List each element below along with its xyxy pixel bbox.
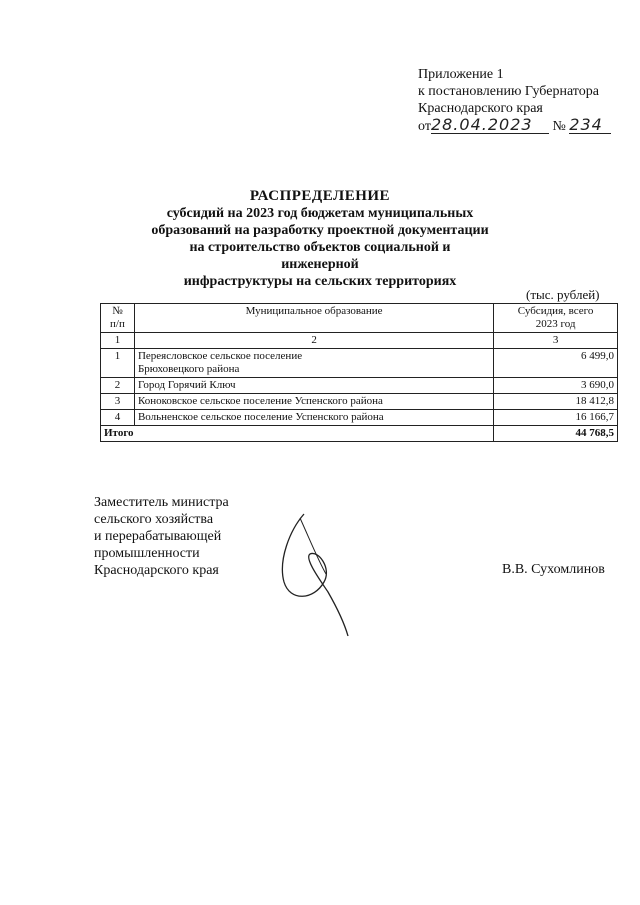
appendix-region: Краснодарского края	[418, 101, 543, 116]
row-name-line2: Брюховецкого района	[137, 363, 240, 375]
row-amount: 16 166,7	[494, 410, 618, 426]
signatory-line-5: Краснодарского края	[94, 563, 219, 578]
total-row	[101, 426, 618, 442]
appendix-block	[418, 66, 611, 135]
row-num: 2	[101, 378, 135, 394]
signatory-name: В.В. Сухомлинов	[502, 562, 605, 577]
row-amount: 18 412,8	[494, 394, 618, 410]
row-name: Коноковское сельское поселение Успенского района	[134, 394, 493, 410]
table-row	[101, 349, 618, 378]
table-row	[101, 410, 618, 426]
row-name: Город Горячий Ключ	[134, 378, 493, 394]
row-num: 3	[101, 394, 135, 410]
header-subsidy-line2: 2023 год	[535, 318, 576, 330]
header-num-line2: п/п	[110, 318, 125, 330]
appendix-date-line	[418, 117, 611, 135]
header-municipality: Муниципальное образование	[134, 304, 493, 333]
column-number-row	[101, 333, 618, 349]
row-name: Вольненское сельское поселение Успенского района	[134, 410, 493, 426]
signatory-line-4: промышленности	[94, 546, 200, 561]
signatory-line-3: и перерабатывающей	[94, 529, 222, 544]
table-row	[101, 378, 618, 394]
row-num: 4	[101, 410, 135, 426]
subsidy-table	[100, 303, 618, 442]
total-label: Итого	[101, 426, 494, 442]
header-subsidy-line1: Субсидия, всего	[517, 305, 594, 317]
row-amount: 6 499,0	[494, 349, 618, 378]
signatory-position	[94, 494, 229, 579]
col-number: 2	[134, 333, 493, 349]
row-amount: 3 690,0	[494, 378, 618, 394]
header-num-line1: №	[112, 305, 123, 317]
header-subsidy	[494, 304, 618, 333]
appendix-title: Приложение 1	[418, 67, 504, 82]
row-name	[134, 349, 493, 378]
document-title	[150, 188, 490, 290]
row-name-line1: Переясловское сельское поселение	[137, 350, 303, 362]
title-line-1: субсидий на 2023 год бюджетам муниципальных	[166, 206, 474, 221]
signatory-line-1: Заместитель министра	[94, 495, 229, 510]
title-line-2: образований на разработку проектной документации	[151, 223, 489, 238]
col-number: 1	[101, 333, 135, 349]
row-num: 1	[101, 349, 135, 378]
total-amount: 44 768,5	[494, 426, 618, 442]
title-main: РАСПРЕДЕЛЕНИЕ	[249, 188, 391, 204]
appendix-decree-ref: к постановлению Губернатора	[418, 84, 599, 99]
number-prefix: №	[552, 119, 566, 134]
date-prefix: от	[418, 119, 431, 134]
handwritten-signature	[270, 510, 380, 645]
signatory-line-2: сельского хозяйства	[94, 512, 214, 527]
number-value: 234	[569, 117, 611, 134]
title-line-3: на строительство объектов социальной и инженерной	[189, 240, 451, 272]
date-value: 28.04.2023	[431, 117, 549, 134]
col-number: 3	[494, 333, 618, 349]
header-num	[101, 304, 135, 333]
title-line-4: инфраструктуры на сельских территориях	[183, 274, 457, 289]
table-header-row	[101, 304, 618, 333]
table-row	[101, 394, 618, 410]
unit-label: (тыс. рублей)	[526, 287, 600, 302]
